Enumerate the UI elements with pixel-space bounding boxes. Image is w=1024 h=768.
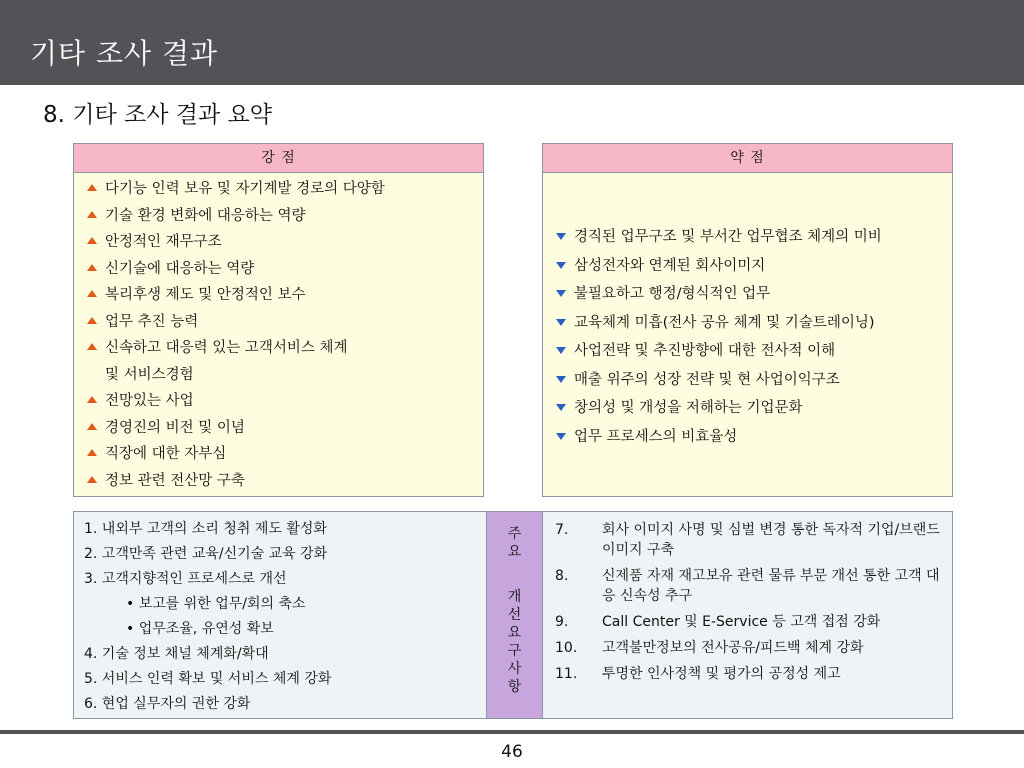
down-triangle-icon <box>556 376 566 383</box>
down-triangle-icon <box>556 404 566 411</box>
requirements-right-list <box>555 520 950 690</box>
up-triangle-icon <box>87 264 97 271</box>
list-item: 경직된 업무구조 및 부서간 업무협조 체계의 미비 <box>556 223 882 252</box>
list-item: 다기능 인력 보유 및 자기계발 경로의 다양함 <box>87 176 385 203</box>
list-item: 4. 기술 정보 채널 체계화/확대 <box>84 646 269 662</box>
requirements-label-column <box>486 512 543 718</box>
down-triangle-icon <box>556 347 566 354</box>
list-item: 11. 투명한 인사정책 및 평가의 공정성 제고 <box>555 666 841 682</box>
list-item: 직장에 대한 자부심 <box>87 441 385 468</box>
list-item: 신기술에 대응하는 역량 <box>87 256 385 283</box>
list-item: 업무 프로세스의 비효율성 <box>556 423 882 452</box>
list-item: 9. Call Center 및 E-Service 등 고객 접점 강화 <box>555 614 881 630</box>
requirements-left-list <box>84 517 331 717</box>
up-triangle-icon <box>87 343 97 350</box>
up-triangle-icon <box>87 423 97 430</box>
up-triangle-icon <box>87 449 97 456</box>
title-bar <box>0 0 1024 85</box>
list-item: 불필요하고 행정/형식적인 업무 <box>556 280 882 309</box>
down-triangle-icon <box>556 262 566 269</box>
list-item: 6. 현업 실무자의 권한 강화 <box>84 696 251 712</box>
weaknesses-list <box>556 223 882 451</box>
list-item: 복리후생 제도 및 안정적인 보수 <box>87 282 385 309</box>
list-item: 사업전략 및 추진방향에 대한 전사적 이해 <box>556 337 882 366</box>
list-item: 3. 고객지향적인 프로세스로 개선 <box>84 571 287 587</box>
section-subtitle: 8. 기타 조사 결과 요약 <box>43 102 272 128</box>
list-item: 정보 관련 전산망 구축 <box>87 468 385 495</box>
list-item: 교육체계 미흡(전사 공유 체계 및 기술트레이닝) <box>556 309 882 338</box>
list-item: 기술 환경 변화에 대응하는 역량 <box>87 203 385 230</box>
down-triangle-icon <box>556 319 566 326</box>
up-triangle-icon <box>87 211 97 218</box>
list-item: 안정적인 재무구조 <box>87 229 385 256</box>
strengths-box <box>73 143 484 497</box>
list-item: 신속하고 대응력 있는 고객서비스 체계 <box>87 335 385 362</box>
list-item: 2. 고객만족 관련 교육/신기술 교육 강화 <box>84 546 328 562</box>
up-triangle-icon <box>87 476 97 483</box>
list-item: 8. 신제품 자재 재고보유 관련 물류 부문 개선 통한 고객 대응 신속성 추구 <box>555 568 940 604</box>
list-item: 업무 추진 능력 <box>87 309 385 336</box>
weaknesses-box <box>542 143 953 497</box>
strengths-list <box>87 176 385 494</box>
list-item: 경영진의 비전 및 이념 <box>87 415 385 442</box>
list-item: 삼성전자와 연계된 회사이미지 <box>556 252 882 281</box>
down-triangle-icon <box>556 233 566 240</box>
strengths-heading: 강 점 <box>74 144 483 173</box>
list-item: 매출 위주의 성장 전략 및 현 사업이익구조 <box>556 366 882 395</box>
down-triangle-icon <box>556 290 566 297</box>
list-item: 전망있는 사업 <box>87 388 385 415</box>
weaknesses-body <box>543 173 952 496</box>
up-triangle-icon <box>87 317 97 324</box>
up-triangle-icon <box>87 184 97 191</box>
list-item-continuation: 및 서비스경험 <box>105 366 194 383</box>
up-triangle-icon <box>87 237 97 244</box>
down-triangle-icon <box>556 433 566 440</box>
list-item: 7. 회사 이미지 사명 및 심벌 변경 통한 독자적 기업/브랜드 이미지 구축 <box>555 522 940 558</box>
footer-divider <box>0 730 1024 734</box>
list-item: 10. 고객불만정보의 전사공유/피드백 체계 강화 <box>555 640 864 656</box>
slide-title: 기타 조사 결과 <box>30 37 219 70</box>
list-item: 창의성 및 개성을 저해하는 기업문화 <box>556 394 882 423</box>
up-triangle-icon <box>87 290 97 297</box>
sub-list-item: • 업무조율, 유연성 확보 <box>126 621 274 637</box>
page-number: 46 <box>501 742 523 762</box>
list-item: 1. 내외부 고객의 소리 청취 제도 활성화 <box>84 521 327 537</box>
requirements-label-bottom: 개 선 요 구 사 항 <box>507 589 522 695</box>
requirements-label-top: 주 요 <box>507 526 522 560</box>
list-item: 5. 서비스 인력 확보 및 서비스 체계 강화 <box>84 671 332 687</box>
up-triangle-icon <box>87 396 97 403</box>
improvement-requirements-box <box>73 511 953 719</box>
sub-list-item: • 보고를 위한 업무/회의 축소 <box>126 596 306 612</box>
weaknesses-heading: 약 점 <box>543 144 952 173</box>
strengths-body <box>74 173 483 496</box>
